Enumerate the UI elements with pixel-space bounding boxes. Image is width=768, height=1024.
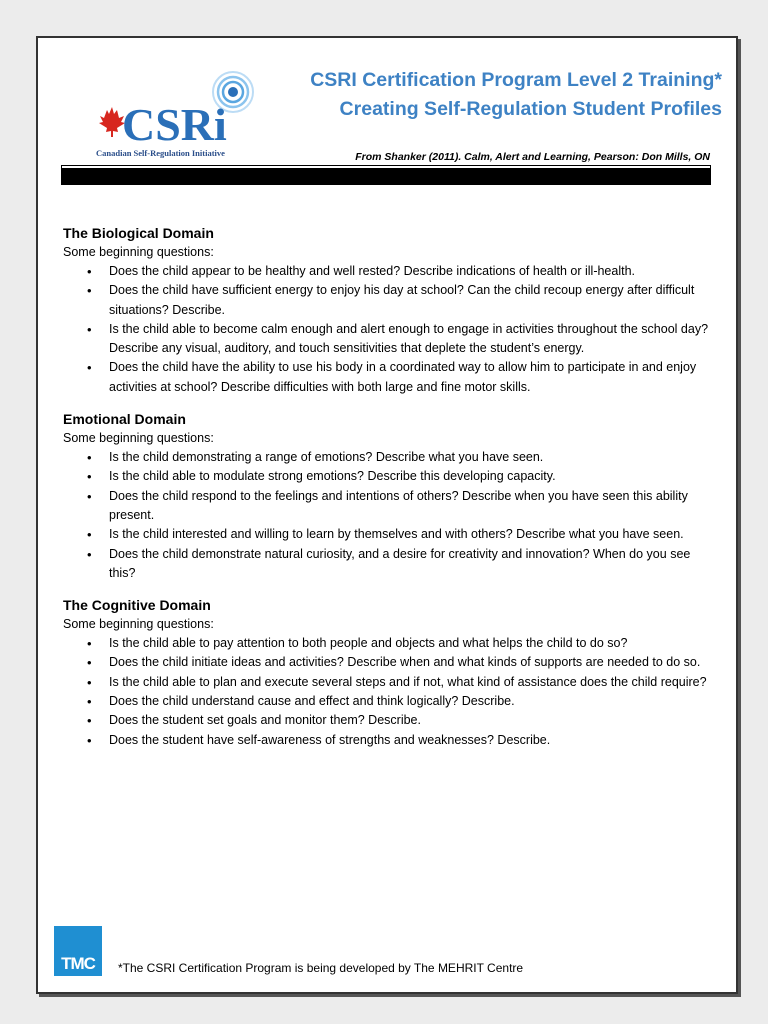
source-citation: From Shanker (2011). Calm, Alert and Learning, Pearson: Don Mills, ON [355,151,710,163]
section-heading: Emotional Domain [63,411,186,428]
question-list [63,448,713,583]
question-item: • Does the student set goals and monitor them? Describe. [63,711,713,730]
title-line-2: Creating Self-Regulation Student Profiles [339,98,722,120]
question-item: • Does the child have sufficient energy to enjoy his day at school? Can the child recoup energy after difficult situations? Describe. [63,281,713,320]
footnote: *The CSRI Certification Program is being developed by The MEHRIT Centre [118,961,524,975]
section-biological [63,223,713,397]
document-page [36,36,738,994]
header-divider-bar [62,166,710,184]
question-item: • Is the child able to modulate strong emotions? Describe this developing capacity. [63,467,713,486]
question-item: • Does the child understand cause and effect and think logically? Describe. [63,692,713,711]
signal-dot-icon [228,87,238,97]
question-item: • Does the child appear to be healthy and well rested? Describe indications of health or ill-health. [63,262,713,281]
document-body [63,223,713,762]
csri-logo [90,70,280,170]
question-item: • Does the child initiate ideas and activities? Describe when and what kinds of supports are needed to do so. [63,653,713,672]
question-item: • Is the child able to become calm enough and alert enough to engage in activities throughout the school day? Describe any visual, auditory, and touch sensitivities that deplete the student’s energy. [63,320,713,359]
document-title [310,66,722,124]
tmc-logo [54,926,102,976]
logo-wordmark: CSRi [122,99,227,150]
section-cognitive [63,595,713,750]
question-item: • Does the child respond to the feelings and intentions of others? Describe when you have seen this ability present. [63,487,713,526]
section-intro: Some beginning questions: [63,431,214,446]
section-heading: The Biological Domain [63,225,214,241]
question-item: • Does the child demonstrate natural curiosity, and a desire for creativity and innovation? When do you see this? [63,545,713,584]
question-list [63,634,713,750]
logo-subtitle: Canadian Self-Regulation Initiative [96,148,225,158]
section-intro: Some beginning questions: [63,245,214,259]
question-item: • Is the child able to pay attention to both people and objects and what helps the child to do so? [63,634,713,653]
question-item: • Does the child have the ability to use his body in a coordinated way to allow him to participate in and enjoy activities at school? Describe difficulties with both large and fine motor skills. [63,358,713,397]
question-list [63,262,713,397]
csri-logo-graphic [90,70,280,170]
tmc-logo-text: TMC [61,954,95,973]
section-emotional [63,409,713,583]
section-heading: The Cognitive Domain [63,597,211,614]
question-item: • Is the child able to plan and execute several steps and if not, what kind of assistance does the child require? [63,673,713,692]
question-item: • Does the student have self-awareness of strengths and weaknesses? Describe. [63,731,713,750]
title-line-1: CSRI Certification Program Level 2 Training* [310,69,722,91]
question-item: • Is the child interested and willing to learn by themselves and with others? Describe what you have seen. [63,525,713,544]
section-intro: Some beginning questions: [63,617,214,632]
question-item: • Is the child demonstrating a range of emotions? Describe what you have seen. [63,448,713,467]
